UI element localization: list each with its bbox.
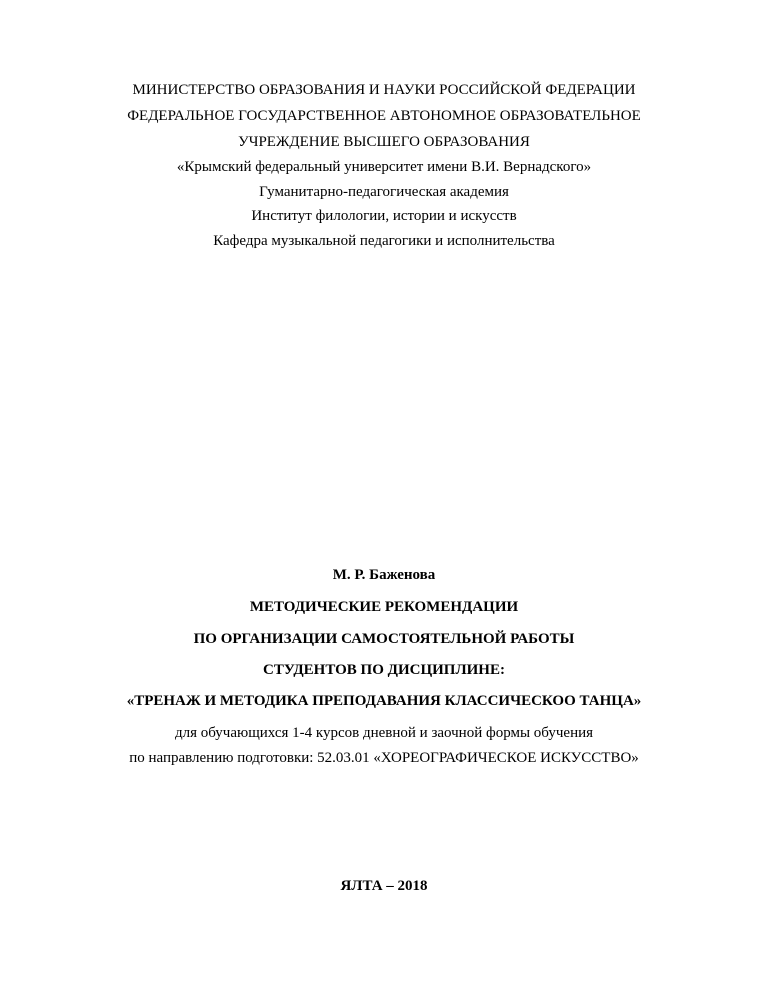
department-name: Кафедра музыкальной педагогики и исполнительства bbox=[213, 233, 555, 249]
institution-type-line-2: УЧРЕЖДЕНИЕ ВЫСШЕГО ОБРАЗОВАНИЯ bbox=[238, 134, 530, 150]
program-line: по направлению подготовки: 52.03.01 «ХОРЕОГРАФИЧЕСКОЕ ИСКУССТВО» bbox=[129, 750, 639, 766]
document-title-line-2: ПО ОРГАНИЗАЦИИ САМОСТОЯТЕЛЬНОЙ РАБОТЫ bbox=[193, 631, 575, 647]
author-name: М. Р. Баженова bbox=[332, 567, 436, 583]
place-year: ЯЛТА – 2018 bbox=[340, 878, 428, 894]
document-title-line-1: МЕТОДИЧЕСКИЕ РЕКОМЕНДАЦИИ bbox=[249, 599, 519, 615]
institute-name: Институт филологии, истории и искусств bbox=[251, 208, 517, 224]
university-name: «Крымский федеральный университет имени В.И. Вернадского» bbox=[176, 159, 592, 175]
discipline-name: «ТРЕНАЖ И МЕТОДИКА ПРЕПОДАВАНИЯ КЛАССИЧЕСКОО ТАНЦА» bbox=[126, 693, 642, 709]
academy-name: Гуманитарно-педагогическая академия bbox=[259, 184, 509, 200]
audience-line: для обучающихся 1-4 курсов дневной и заочной формы обучения bbox=[174, 725, 594, 741]
document-title-line-3: СТУДЕНТОВ ПО ДИСЦИПЛИНЕ: bbox=[263, 662, 505, 678]
ministry-line: МИНИСТЕРСТВО ОБРАЗОВАНИЯ И НАУКИ РОССИЙСКОЙ ФЕДЕРАЦИИ bbox=[132, 82, 636, 98]
institution-type-line: ФЕДЕРАЛЬНОЕ ГОСУДАРСТВЕННОЕ АВТОНОМНОЕ ОБРАЗОВАТЕЛЬНОЕ bbox=[127, 108, 641, 124]
